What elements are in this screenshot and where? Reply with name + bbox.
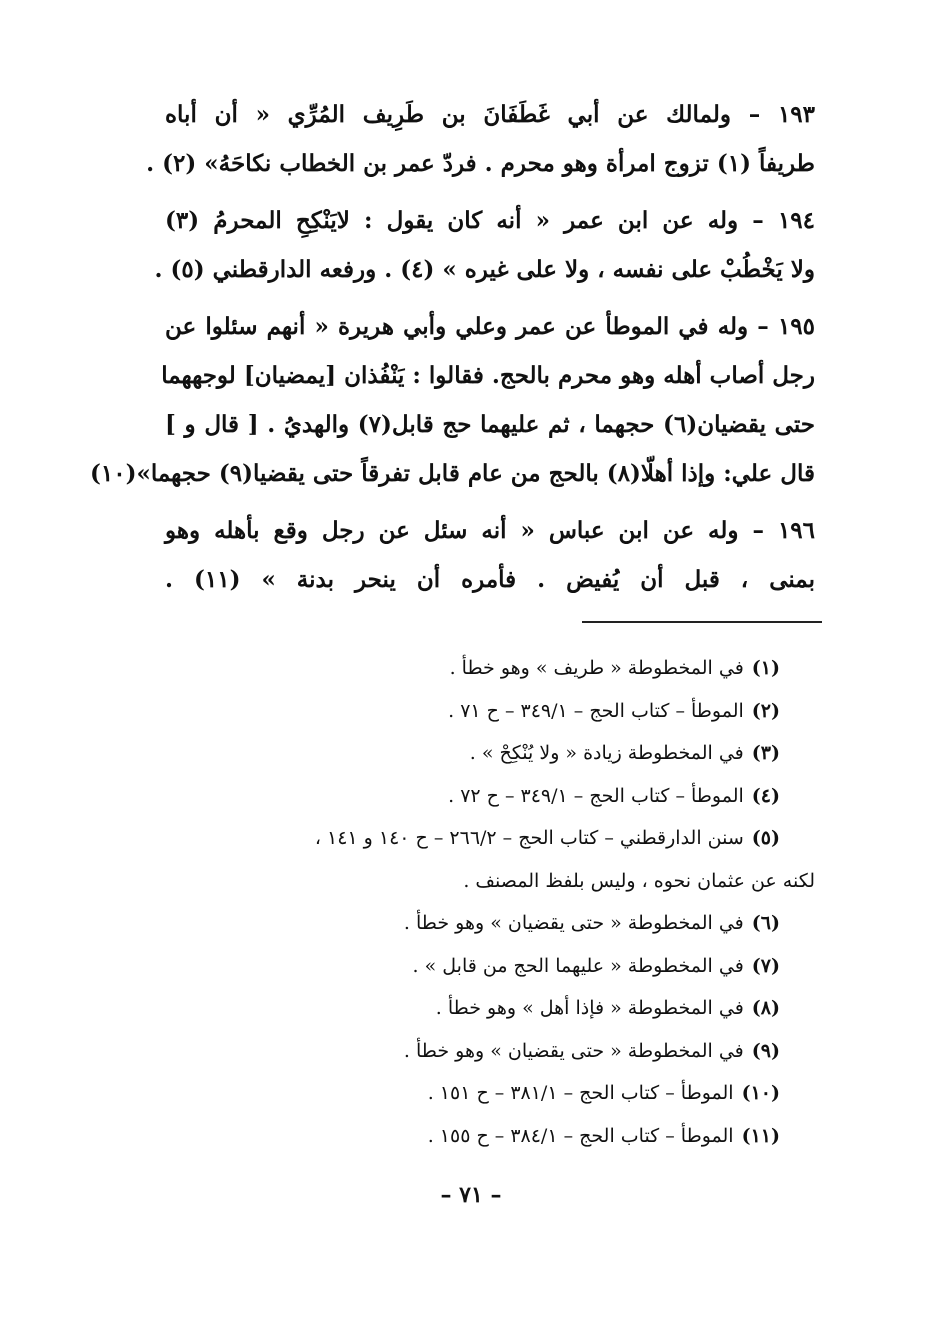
- footnote-number: (٦): [751, 912, 780, 934]
- paragraph-193: [146, 90, 815, 188]
- text-line: ١٩٦ – وله عن ابن عباس « أنه سئل عن رجل وقع بأهله وهو: [165, 517, 815, 544]
- footnote-text: الموطأ – كتاب الحج – ٣٤٩/١ – ح ٧١ .: [448, 699, 744, 722]
- footnote-text: الموطأ – كتاب الحج – ٣٨١/١ – ح ١٥١ .: [427, 1082, 734, 1104]
- footnote: [165, 690, 815, 733]
- footnote-text: في المخطوطة زيادة « ولا يُنْكِحْ » .: [469, 742, 744, 764]
- footnote: [165, 1115, 815, 1158]
- text-line: ١٩٣ – ولمالك عن أبي غَطَفَانَ بن طَرِيف المُرِّي « أن أباه: [165, 101, 815, 128]
- main-text: [90, 90, 816, 612]
- footnote: [165, 945, 815, 988]
- text-line: رجل أصاب أهله وهو محرم بالحج. فقالوا : يَنْفُذان [يمضيان] لوجههما: [161, 362, 815, 389]
- footnote-text: في المخطوطة « حتى يقضيان » وهو خطأ .: [403, 912, 744, 934]
- text-line: ولا يَخْطُبْ على نفسه ، ولا على غيره » (٤) . ورفعه الدارقطني (٥) .: [154, 256, 815, 283]
- footnote-divider: [582, 621, 822, 623]
- footnote-number: (١٠): [741, 1082, 780, 1104]
- footnote-number: (٨): [751, 997, 780, 1019]
- footnote: [165, 732, 815, 775]
- footnote-continuation: لكنه عن عثمان نحوه ، وليس بلفظ المصنف .: [463, 869, 815, 892]
- footnote: [165, 647, 815, 690]
- text-line: طريفاً (١) تزوج امرأة وهو محرم . فردّ عمر بن الخطاب نكاحَهُ» (٢) .: [146, 150, 815, 177]
- footnote: [165, 987, 815, 1030]
- footnote: [165, 902, 815, 945]
- footnote: [165, 1030, 815, 1073]
- text-line: قال علي: وإذا أهلّا(٨) بالحج من عام قابل تفرقاً حتى يقضيا(٩) حجهما»(١٠): [90, 460, 815, 487]
- paragraph-194: [154, 196, 815, 294]
- footnote-number: (٢): [751, 699, 780, 722]
- footnote-number: (١١): [741, 1124, 780, 1147]
- footnote: [165, 817, 815, 860]
- footnote-text: في المخطوطة « طريف » وهو خطأ .: [449, 657, 744, 679]
- footnote-number: (٩): [751, 1039, 780, 1062]
- paragraph-196: [165, 506, 815, 604]
- footnote-number: (٤): [751, 784, 780, 807]
- footnote: [165, 1072, 815, 1115]
- text-line: بمنى ، قبل أن يُفيض . فأمره أن ينحر بدنة » (١١) .: [165, 566, 816, 593]
- footnote-text: في المخطوطة « حتى يقضيان » وهو خطأ .: [403, 1039, 744, 1062]
- footnote: [165, 775, 815, 818]
- text-line: ١٩٤ – وله عن ابن عمر « أنه كان يقول : لايَنْكِحِ المحرمُ (٣): [165, 207, 815, 234]
- footnote-text: في المخطوطة « عليهما الحج من قابل » .: [412, 954, 744, 977]
- text-line: ١٩٥ – وله في الموطأ عن عمر وعلي وأبي هريرة « أنهم سئلوا عن: [165, 313, 815, 340]
- paragraph-195: [90, 302, 816, 498]
- page-number: – ٧١ –: [440, 1182, 502, 1208]
- footnote-text: الموطأ – كتاب الحج – ٣٨٤/١ – ح ١٥٥ .: [427, 1124, 734, 1147]
- footnote-text: سنن الدارقطني – كتاب الحج – ٢٦٦/٢ – ح ١٤٠ و ١٤١ ،: [314, 827, 744, 849]
- footnotes: [165, 647, 815, 1157]
- footnote-number: (١): [751, 657, 780, 679]
- footnote-number: (٧): [751, 954, 780, 977]
- footnote-text: الموطأ – كتاب الحج – ٣٤٩/١ – ح ٧٢ .: [448, 784, 744, 807]
- text-line: حتى يقضيان(٦) حجهما ، ثم عليهما حج قابل(٧) والهديُ . [ قال و ]: [165, 411, 816, 438]
- footnote-number: (٣): [751, 742, 780, 764]
- footnote-number: (٥): [751, 827, 780, 849]
- footnote-text: في المخطوطة « فإذا أهل » وهو خطأ .: [435, 997, 744, 1019]
